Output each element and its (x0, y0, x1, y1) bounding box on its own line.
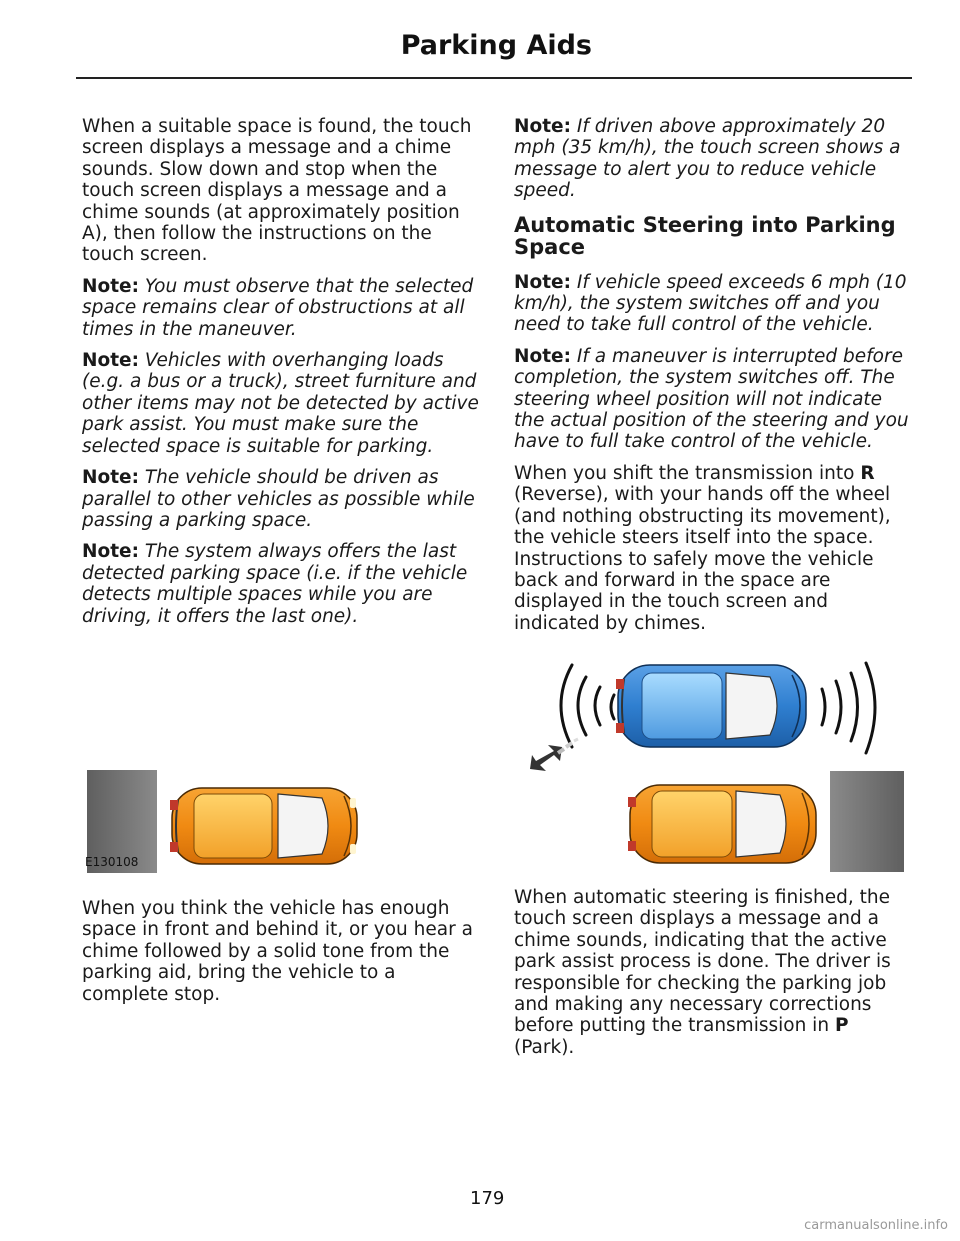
note-text: Vehicles with overhanging loads (e.g. a bus or a truck), street furniture and other items may not be detected by active park assist. You must make sure the selected space is suitable for parking. (82, 350, 479, 457)
note-label: Note: (514, 116, 571, 137)
note-text: If a maneuver is interrupted before completion, the system switches off. The steering wheel position will not indicate the actual position of the steering and you have to full take control of the vehicle. (514, 345, 909, 453)
gear-letter: R (860, 462, 875, 484)
note-label: Note: (82, 467, 139, 489)
orange-car (628, 785, 816, 863)
auto-steering-illustration (514, 655, 904, 872)
note-label: Note: (82, 275, 139, 297)
parked-car-illustration (82, 770, 482, 873)
note-label: Note: (514, 271, 571, 293)
text-segment: When automatic steering is finished, the touch screen displays a message and a chime sounds, indicating that the active park assist process is done. The driver is responsible for checking the parking job and making any necessary corrections before putting the transmission in (514, 887, 891, 1037)
note-text: If vehicle speed exceeds 6 mph (10 km/h), the system switches off and you need to take full control of the vehicle. (514, 271, 907, 336)
final-paragraph (514, 887, 914, 1058)
sensor-waves-rear (561, 665, 626, 747)
note-observe (82, 276, 482, 340)
note-last-space (82, 541, 482, 627)
text-segment: (Reverse), with your hands off the wheel (and nothing obstructing its movement), the vehicle steers itself into the space. Instructions to safely move the vehicle back and forward in the space are displayed in the touch screen and indicated by chimes. (514, 484, 891, 634)
orange-car (170, 788, 357, 864)
header-divider (76, 77, 912, 79)
reverse-arrow-icon (530, 739, 578, 771)
watermark: carmanualsonline.info (804, 1218, 948, 1233)
shift-reverse-paragraph (514, 463, 914, 634)
complete-stop-paragraph: When you think the vehicle has enough space in front and behind it, or you hear a chime followed by a solid tone from the parking aid, bring the vehicle to a complete stop. (82, 898, 473, 1005)
note-label: Note: (82, 541, 139, 563)
note-text: You must observe that the selected space remains clear of obstructions at all times in the maneuver. (82, 275, 474, 340)
left-column (82, 116, 482, 637)
sensor-waves-front (822, 663, 875, 753)
note-interrupted (514, 346, 914, 453)
note-parallel (82, 467, 482, 531)
gear-letter: P (834, 1015, 849, 1037)
text-segment: When you shift the transmission into (514, 462, 861, 484)
figure-auto-steering (514, 655, 904, 872)
note-text: The vehicle should be driven as parallel to other vehicles as possible while passing a parking space. (82, 467, 475, 531)
note-overhanging (82, 350, 482, 457)
gray-block (830, 771, 904, 872)
note-speed-exceeds (514, 272, 914, 336)
page-title: Parking Aids (400, 30, 592, 61)
section-heading: Automatic Steering into Parking Space (514, 212, 896, 259)
note-label: Note: (514, 345, 571, 367)
intro-paragraph: When a suitable space is found, the touch screen displays a message and a chime sounds. Slow down and stop when the touch screen displays a message and a chime sounds (at approximately position A), then follow the instructions on the touch screen. (82, 116, 472, 266)
page-number: 179 (470, 1188, 505, 1209)
note-text: The system always offers the last detected parking space (i.e. if the vehicle detects multiple spaces while you are driving, it offers the last one). (82, 541, 468, 627)
figure-parked-car (82, 770, 482, 873)
note-text: If driven above approximately 20 mph (35 km/h), the touch screen shows a message to alert you to reduce vehicle speed. (514, 116, 901, 202)
right-column (514, 116, 914, 644)
figure-code: E130108 (85, 855, 139, 869)
note-label: Note: (82, 350, 139, 372)
blue-car (616, 665, 806, 747)
note-speed-alert (514, 116, 914, 202)
text-segment: (Park). (514, 1036, 575, 1058)
